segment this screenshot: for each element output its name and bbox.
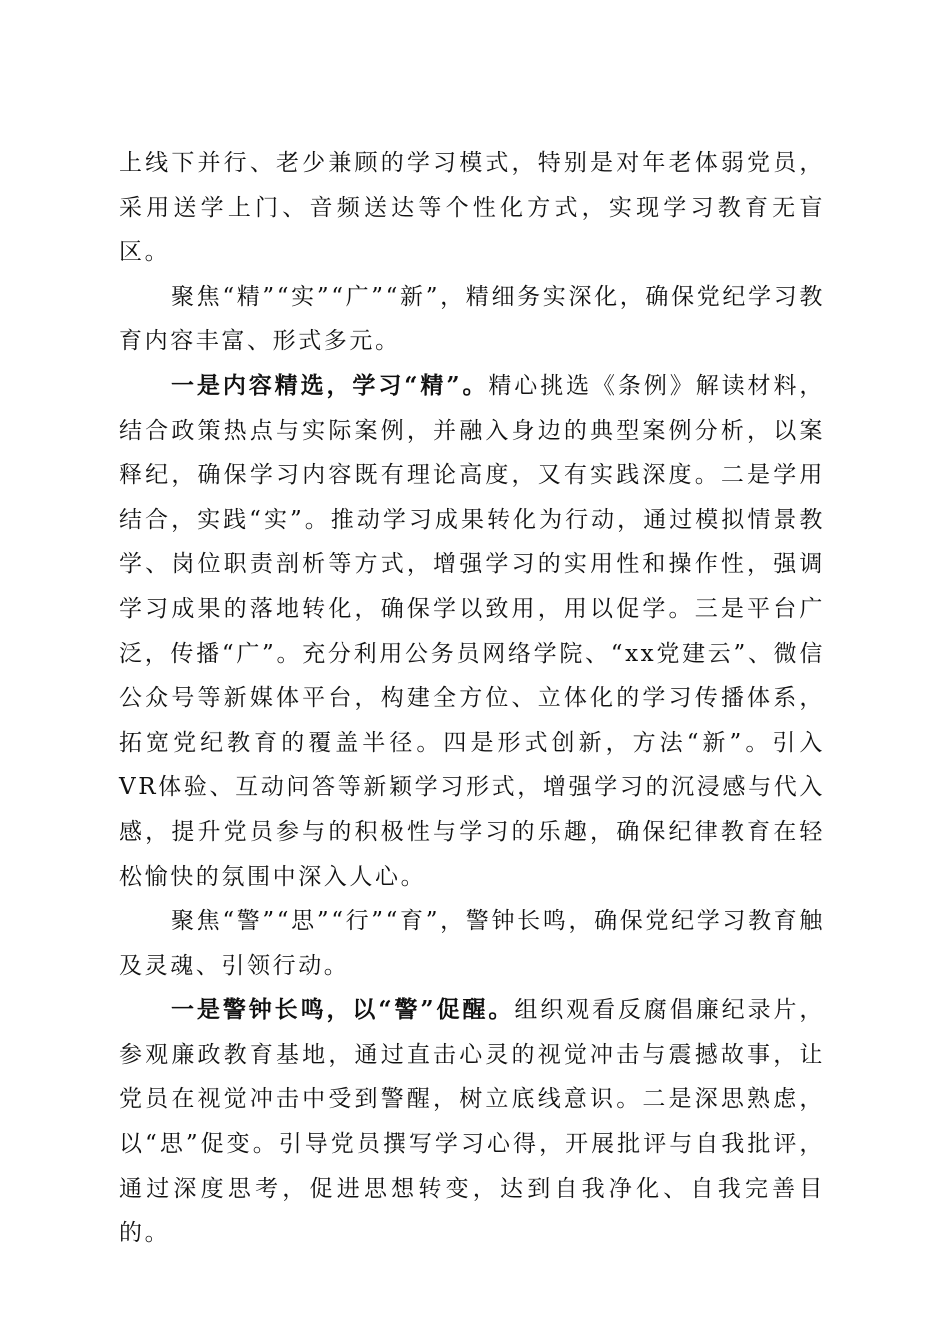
paragraph-3-lead: 一是内容精选，学习“精”。 <box>171 371 489 399</box>
paragraph-3 <box>119 364 825 899</box>
paragraph-4 <box>119 899 825 988</box>
paragraph-1 <box>119 141 825 275</box>
paragraph-1-text: 上线下并行、老少兼顾的学习模式，特别是对年老体弱党员，采用送学上门、音频送达等个性化方式，实现学习教育无盲区。 <box>119 150 825 266</box>
paragraph-4-text: 聚焦“警”“思”“行”“育”，警钟长鸣，确保党纪学习教育触及灵魂、引领行动。 <box>119 908 825 979</box>
paragraph-5-lead: 一是警钟长鸣，以“警”促醒。 <box>171 996 515 1024</box>
paragraph-2-text: 聚焦“精”“实”“广”“新”，精细务实深化，确保党纪学习教育内容丰富、形式多元。 <box>119 283 825 355</box>
paragraph-5-text: 组织观看反腐倡廉纪录片，参观廉政教育基地，通过直击心灵的视觉冲击与震撼故事，让党员在视觉冲击中受到警醒，树立底线意识。二是深思熟虑，以“思”促变。引导党员撰写学习心得，开展批评与自我批评，通过深度思考，促进思想转变，达到自我净化、自我完善目的。 <box>119 997 826 1247</box>
paragraph-5 <box>119 988 825 1256</box>
paragraph-3-text: 精心挑选《条例》解读材料，结合政策热点与实际案例，并融入身边的典型案例分析，以案释纪，确保学习内容既有理论高度，又有实践深度。二是学用结合，实践“实”。推动学习成果转化为行动，通过模拟情景教学、岗位职责剖析等方式，增强学习的实用性和操作性，强调学习成果的落地转化，确保学以致用，用以促学。三是平台广泛，传播“广”。充分利用公务员网络学院、“xx党建云”、微信公众号等新媒体平台，构建全方位、立体化的学习传播体系，拓宽党纪教育的覆盖半径。四是形式创新，方法“新”。引入VR体验、互动问答等新颖学习形式，增强学习的沉浸感与代入感，提升党员参与的积极性与学习的乐趣，确保纪律教育在轻松愉快的氛围中深入人心。 <box>119 372 825 890</box>
document-body <box>119 141 825 1256</box>
paragraph-2 <box>119 275 825 364</box>
